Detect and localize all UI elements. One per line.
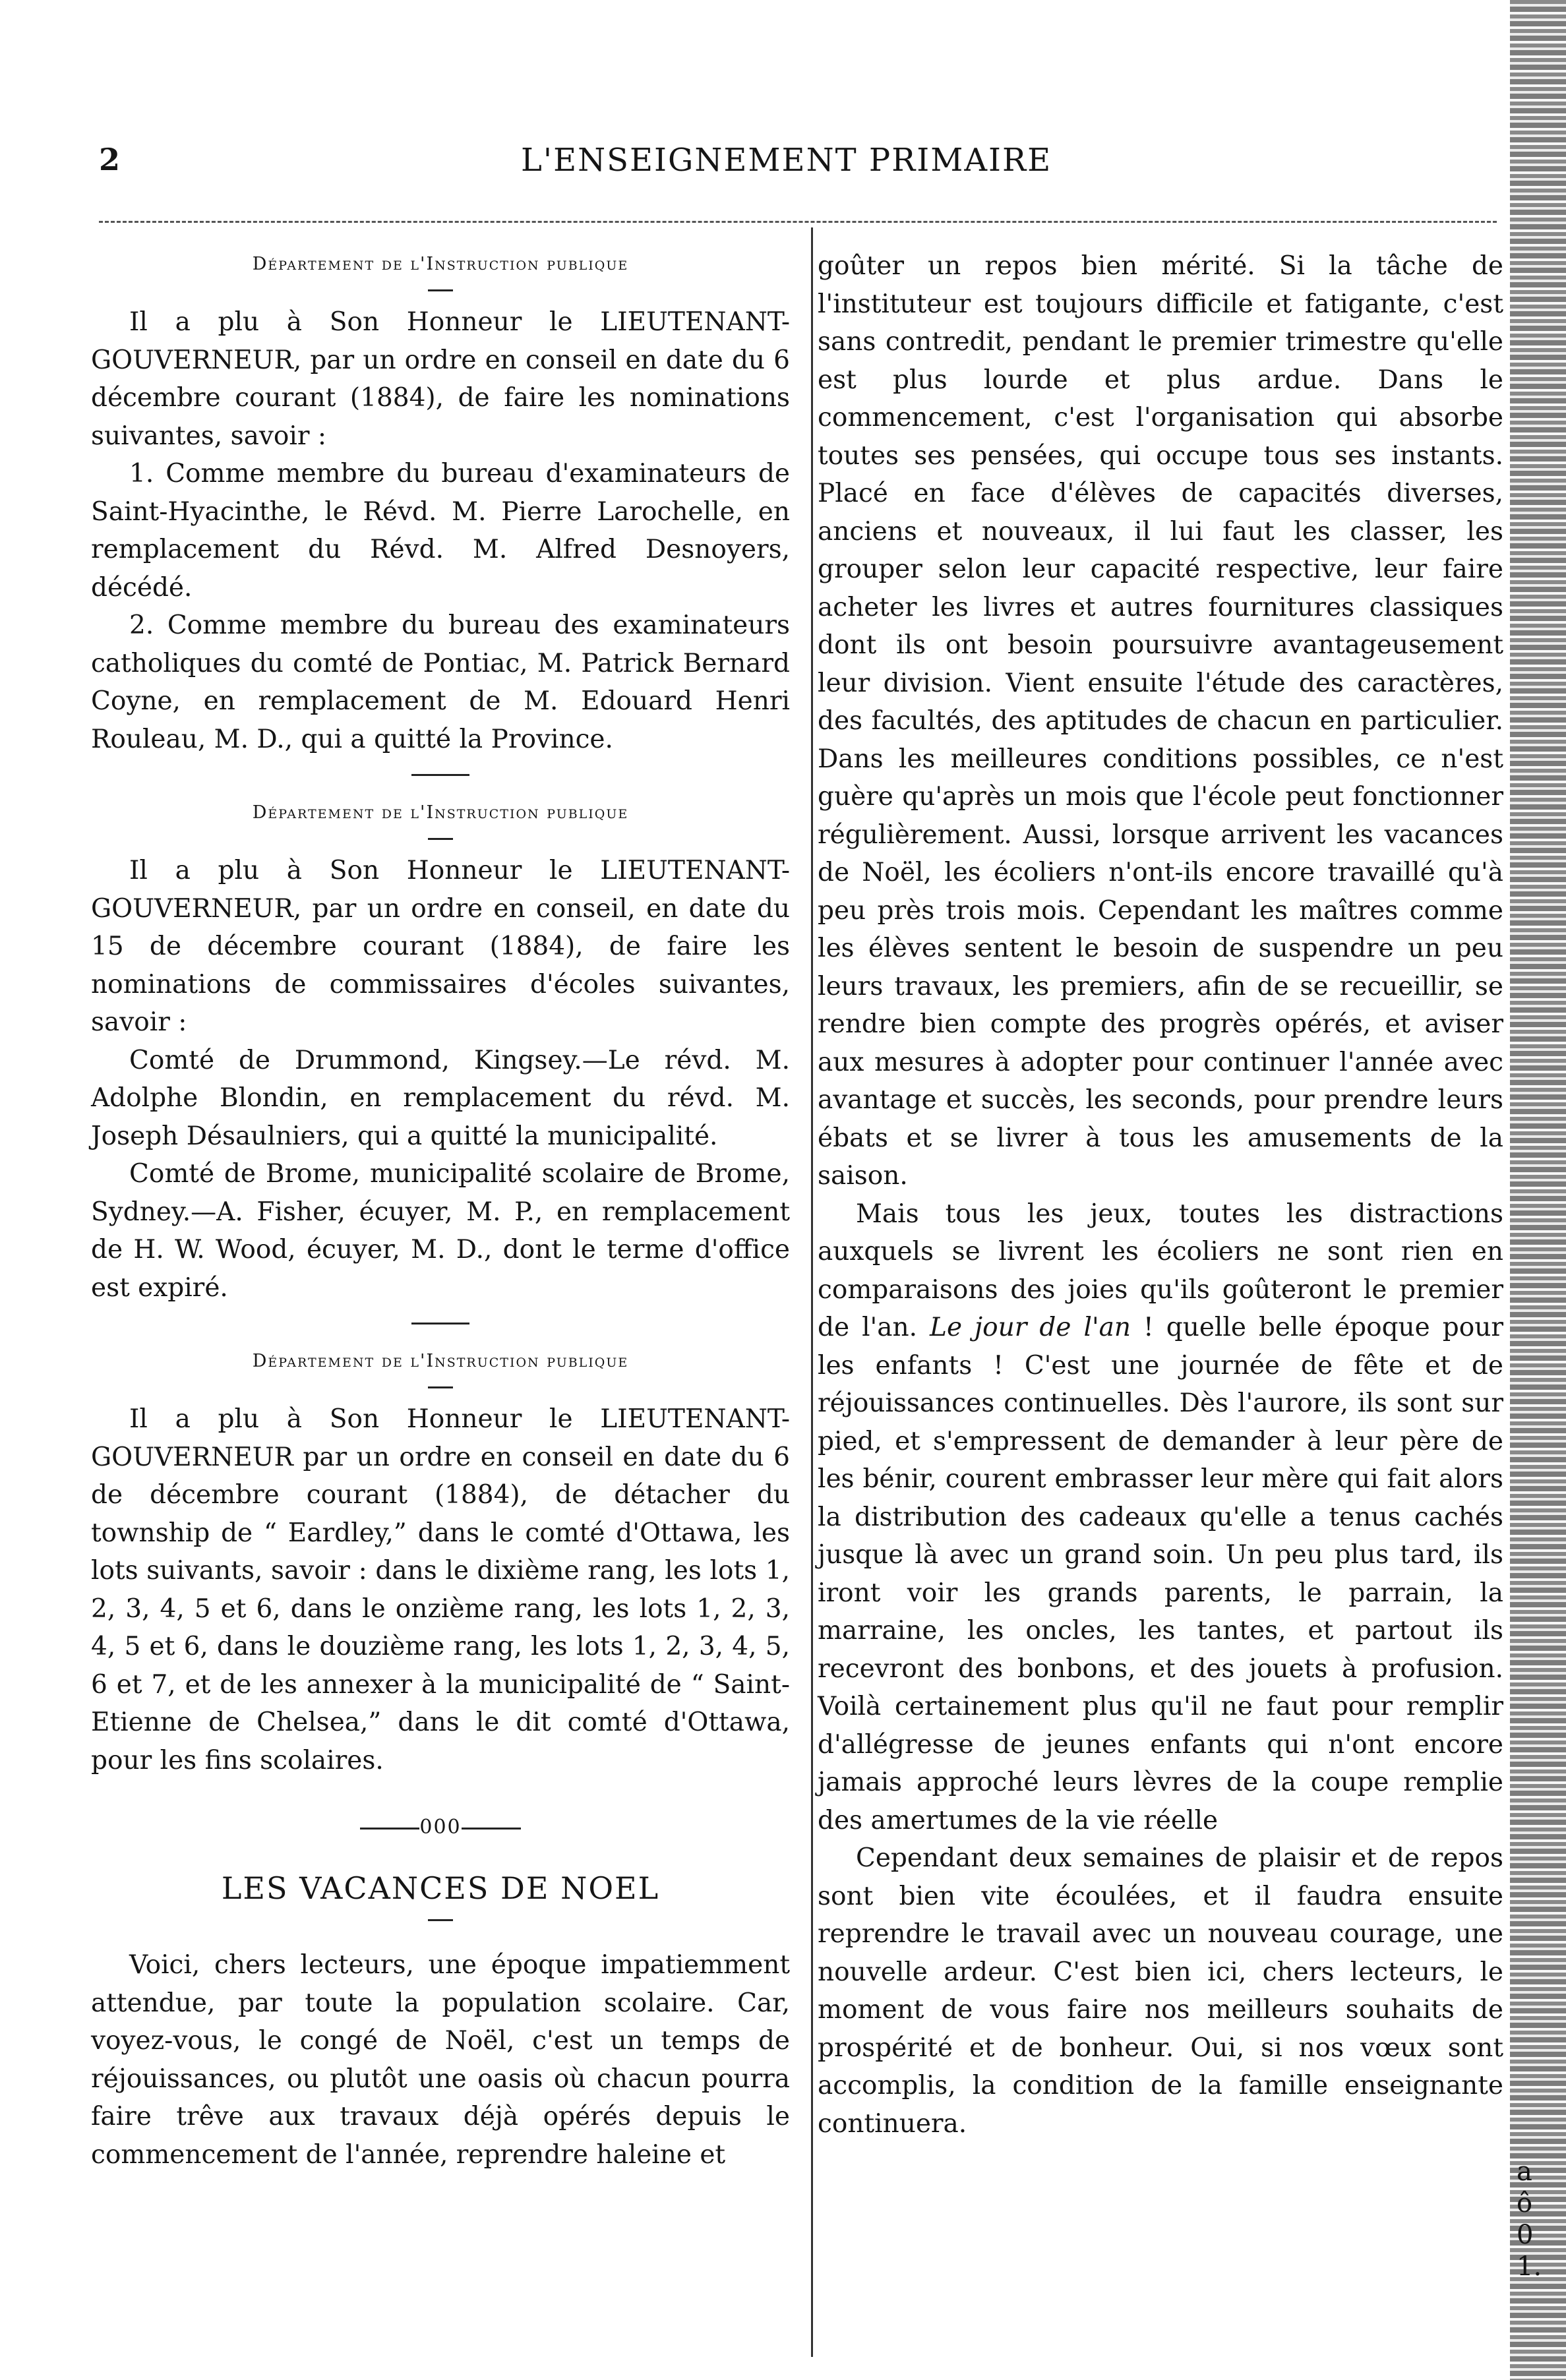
scanned-page-edge <box>1510 0 1566 2380</box>
section-separator <box>411 1323 469 1324</box>
edge-line: a <box>1517 2157 1532 2187</box>
edge-line: ô <box>1517 2188 1533 2218</box>
notice-3 <box>91 1344 790 1779</box>
article-paragraph: Cependant deux semaines de plaisir et de repos sont bien vite écoulées, et il faudra ensuite reprendre le travail avec un nouveau courage, une nouvelle ardeur. C'est bien ici, chers lecteurs, le moment de vous faire nos meilleurs souhaits de prospérité et de bonheur. Oui, si nos vœux sont accomplis, la condition de la famille enseignante continuera. <box>818 1843 1503 2139</box>
heading-dash <box>428 289 453 291</box>
notice-paragraph: Il a plu à Son Honneur le LIEUTENANT-GOUVERNEUR, par un ordre en conseil en date du 6 décembre courant (1884), de faire les nominations suivantes, savoir : <box>91 307 790 451</box>
edge-line: 0 <box>1517 2220 1534 2250</box>
notice-2 <box>91 796 790 1307</box>
edge-line: 1. <box>1517 2251 1542 2282</box>
heading-dash <box>428 1386 453 1388</box>
notice-heading: Département de l'Instruction publique <box>252 254 629 274</box>
notice-paragraph: Comté de Brome, municipalité scolaire de Brome, Sydney.—A. Fisher, écuyer, M. P., en remplacement de H. W. Wood, écuyer, M. D., dont le terme d'office est expiré. <box>91 1159 790 1303</box>
notice-paragraph: Comté de Drummond, Kingsey.—Le révd. M. Adolphe Blondin, en remplacement du révd. M. Joseph Désaulniers, qui a quitté la municipalité. <box>91 1045 790 1151</box>
article-paragraph: Mais tous les jeux, toutes les distractions auxquels se livrent les écoliers ne sont rien en comparaisons des joies qu'ils goûteront le premier de l'an. Le jour de l'an ! quelle belle époque pour les enfants ! C'est une journée de fête et de réjouissances continuelles. Dès l'aurore, ils sont sur pied, et s'empressent de demander à leur père de les bénir, courent embrasser leur mère qui fait alors la distribution des cadeaux qu'elle a tenus cachés jusque là avec un grand soin. Un peu plus tard, ils iront voir les grands parents, le parrain, la marraine, les oncles, les tantes, et partout ils recevront des bonbons, et des jouets à profusion. Voilà certainement plus qu'il ne faut pour remplir d'allégresse de jeunes enfants qui n'ont encore jamais approché leurs lèvres de la coupe remplie des amertumes de la vie réelle <box>818 1199 1503 1835</box>
notice-heading: Département de l'Instruction publique <box>252 802 629 823</box>
notice-1 <box>91 247 790 758</box>
left-column <box>91 247 790 2174</box>
page-number: 2 <box>99 142 121 177</box>
section-separator <box>411 774 469 776</box>
article-paragraph: goûter un repos bien mérité. Si la tâche de l'instituteur est toujours difficile et fatigante, c'est sans contredit, pendant le premier trimestre qu'elle est plus lourde et plus ardue. Dans le commencement, c'est l'organisation qui absorbe toutes ses pensées, qui occupe tous ses instants. Placé en face d'élèves de capacités diverses, anciens et nouveaux, il lui faut les classer, les grouper selon leur capacité respective, leur faire acheter les livres et autres fournitures classiques dont ils ont besoin poursuivre avantageusement leur division. Vient ensuite l'étude des caractères, des facultés, des aptitudes de chacun en particulier. Dans les meilleures conditions possibles, ce n'est guère qu'après un mois que l'école peut fonctionner régulièrement. Aussi, lorsque arrivent les vacances de Noël, les écoliers n'ont-ils encore travaillé qu'à peu près trois mois. Cependant les maîtres comme les élèves sentent le besoin de suspendre un peu leurs travaux, les premiers, afin de se recueillir, se rendre bien compte des progrès opérés, et aviser aux mesures à adopter pour continuer l'année avec avantage et succès, les seconds, pour prendre leurs ébats et se livrer à tous les amusements de la saison. <box>818 251 1503 1191</box>
header-rule <box>99 221 1497 223</box>
article <box>91 1865 790 2174</box>
notice-paragraph: Il a plu à Son Honneur le LIEUTENANT-GOUVERNEUR par un ordre en conseil en date du 6 de décembre courant (1884), de détacher du township de “ Eardley,” dans le comté d'Ottawa, les lots suivants, savoir : dans le dixième rang, les lots 1, 2, 3, 4, 5 et 6, dans le onzième rang, les lots 1, 2, 3, 4, 5 et 6, dans le douzième rang, les lots 1, 2, 3, 4, 5, 6 et 7, et de les annexer à la municipalité de “ Saint-Etienne de Chelsea,” dans le dit comté d'Ottawa, pour les fins scolaires. <box>91 1404 790 1775</box>
edge-fragment-text <box>1517 2156 1542 2282</box>
notice-paragraph: Il a plu à Son Honneur le LIEUTENANT-GOUVERNEUR, par un ordre en conseil, en date du 15 de décembre courant (1884), de faire les nominations de commissaires d'écoles suivantes, savoir : <box>91 856 790 1037</box>
page-header <box>99 142 1503 201</box>
notice-item: 1. Comme membre du bureau d'examinateurs de Saint-Hyacinthe, le Révd. M. Pierre Larochelle, en remplacement du Révd. M. Alfred Desnoyers, décédé. <box>91 459 790 603</box>
heading-dash <box>428 838 453 840</box>
article-title: LES VACANCES DE NOEL <box>221 1870 660 1906</box>
title-dash <box>428 1919 453 1921</box>
right-column <box>818 247 1503 2143</box>
italic-phrase: Le jour de l'an <box>930 1313 1131 1342</box>
notice-heading: Département de l'Instruction publique <box>252 1351 629 1371</box>
ornament-text: 000 <box>419 1816 462 1839</box>
notice-item: 2. Comme membre du bureau des examinateurs catholiques du comté de Pontiac, M. Patrick Bernard Coyne, en remplacement de M. Edouard Henri Rouleau, M. D., qui a quitté la Province. <box>91 610 790 754</box>
ornament-separator <box>91 1816 790 1839</box>
article-paragraph: Voici, chers lecteurs, une époque impatiemment attendue, par toute la population scolaire. Car, voyez-vous, le congé de Noël, c'est un temps de réjouissances, ou plutôt une oasis où chacun pourra faire trêve aux travaux déjà opérés depuis le commencement de l'année, reprendre haleine et <box>91 1950 790 2170</box>
column-divider <box>811 227 813 2357</box>
running-title: L'ENSEIGNEMENT PRIMAIRE <box>521 142 1052 179</box>
